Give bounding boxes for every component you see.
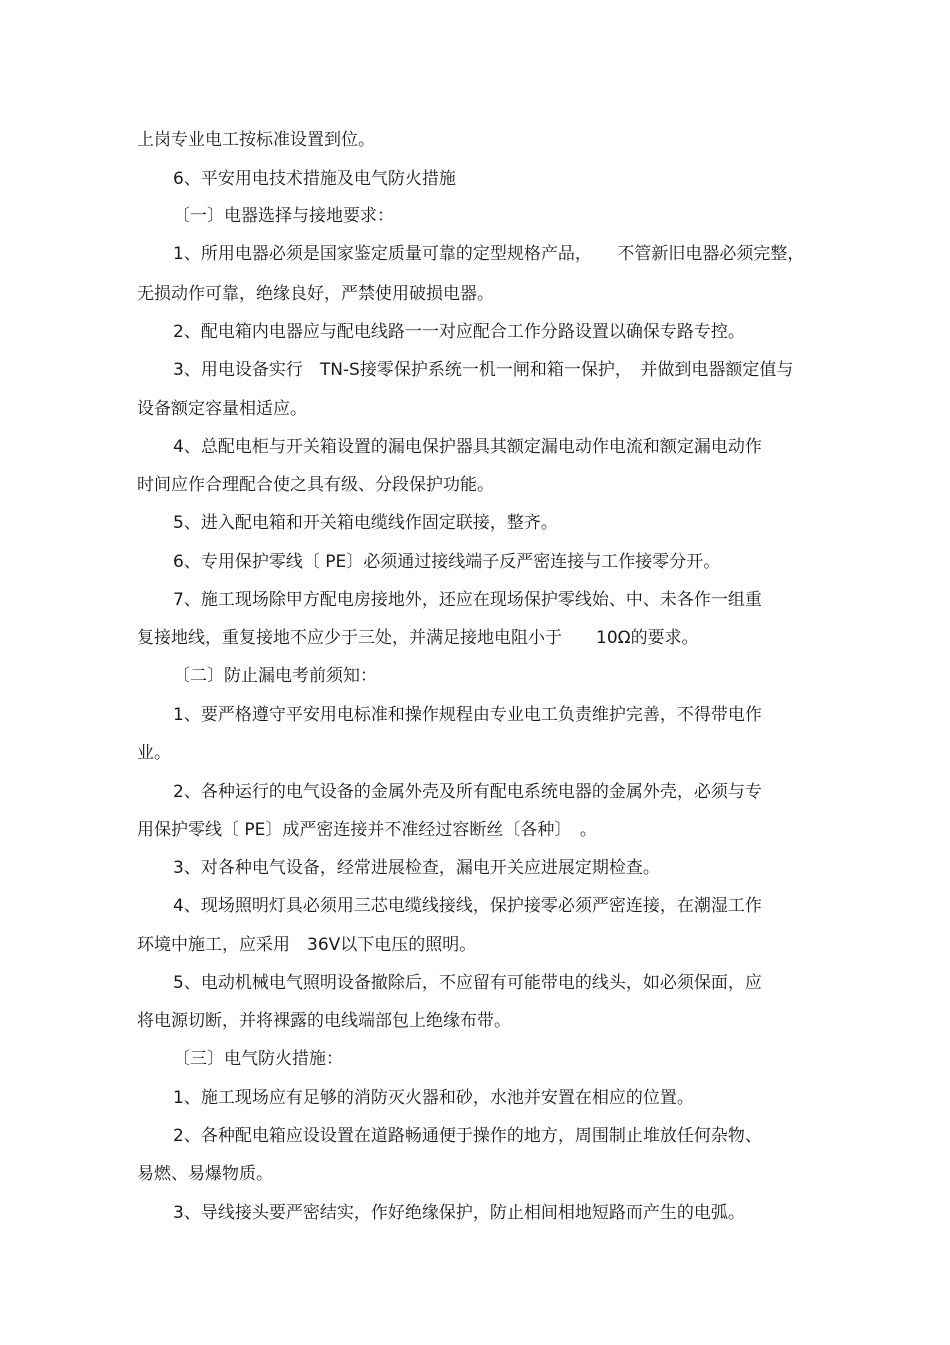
text-line: 时间应作合理配合使之具有级、分段保护功能。	[137, 475, 494, 495]
subsection-heading: 〔三〕电气防火措施：	[173, 1049, 343, 1069]
text-line: 2、各种配电箱应设设置在道路畅通便于操作的地方，周围制止堆放任何杂物、	[173, 1126, 762, 1146]
text-line: 上岗专业电工按标准设置到位。	[137, 130, 375, 150]
text-line: 2、各种运行的电气设备的金属外壳及所有配电系统电器的金属外壳，必须与专	[173, 782, 762, 802]
text-line: 环境中施工，应采用 36V以下电压的照明。	[137, 935, 477, 955]
text-line: 设备额定容量相适应。	[137, 399, 307, 419]
text-line: 1、施工现场应有足够的消防灭火器和砂，水池并安置在相应的位置。	[173, 1088, 694, 1108]
text-line: 1、要严格遵守平安用电标准和操作规程由专业电工负责维护完善，不得带电作	[173, 705, 762, 725]
text-line: 7、施工现场除甲方配电房接地外，还应在现场保护零线始、中、未各作一组重	[173, 590, 762, 610]
text-line: 用保护零线〔 PE〕成严密连接并不准经过容断丝〔各种〕 。	[137, 820, 597, 840]
text-line: 2、配电箱内电器应与配电线路一一对应配合工作分路设置以确保专路专控。	[173, 322, 745, 342]
text-line: 5、进入配电箱和开关箱电缆线作固定联接，整齐。	[173, 513, 558, 533]
text-line: 易燃、易爆物质。	[137, 1164, 273, 1184]
section-heading: 6、平安用电技术措施及电气防火措施	[173, 169, 456, 189]
text-line: 3、对各种电气设备，经常进展检查，漏电开关应进展定期检查。	[173, 858, 660, 878]
subsection-heading: 〔二〕防止漏电考前须知：	[173, 666, 377, 686]
text-line: 复接地线，重复接地不应少于三处，并满足接地电阻小于 10Ω的要求。	[137, 628, 699, 648]
subsection-heading: 〔一〕电器选择与接地要求：	[173, 206, 394, 226]
text-line: 4、现场照明灯具必须用三芯电缆线接线，保护接零必须严密连接，在潮湿工作	[173, 896, 762, 916]
text-line: 5、电动机械电气照明设备撤除后，不应留有可能带电的线头，如必须保面，应	[173, 973, 762, 993]
text-line: 将电源切断，并将裸露的电线端部包上绝缘布带。	[137, 1011, 511, 1031]
text-line: 无损动作可靠，绝缘良好，严禁使用破损电器。	[137, 284, 494, 304]
text-line: 6、专用保护零线〔 PE〕必须通过接线端子反严密连接与工作接零分开。	[173, 552, 721, 572]
text-line: 3、导线接头要严密结实，作好绝缘保护，防止相间相地短路而产生的电弧。	[173, 1203, 745, 1223]
text-line: 业。	[137, 743, 171, 763]
text-line: 3、用电设备实行 TN-S接零保护系统一机一闸和箱一保护， 并做到电器额定值与	[173, 360, 794, 380]
text-line: 4、总配电柜与开关箱设置的漏电保护器具其额定漏电动作电流和额定漏电动作	[173, 437, 762, 457]
text-line: 1、所用电器必须是国家鉴定质量可靠的定型规格产品， 不管新旧电器必须完整，	[173, 244, 805, 264]
